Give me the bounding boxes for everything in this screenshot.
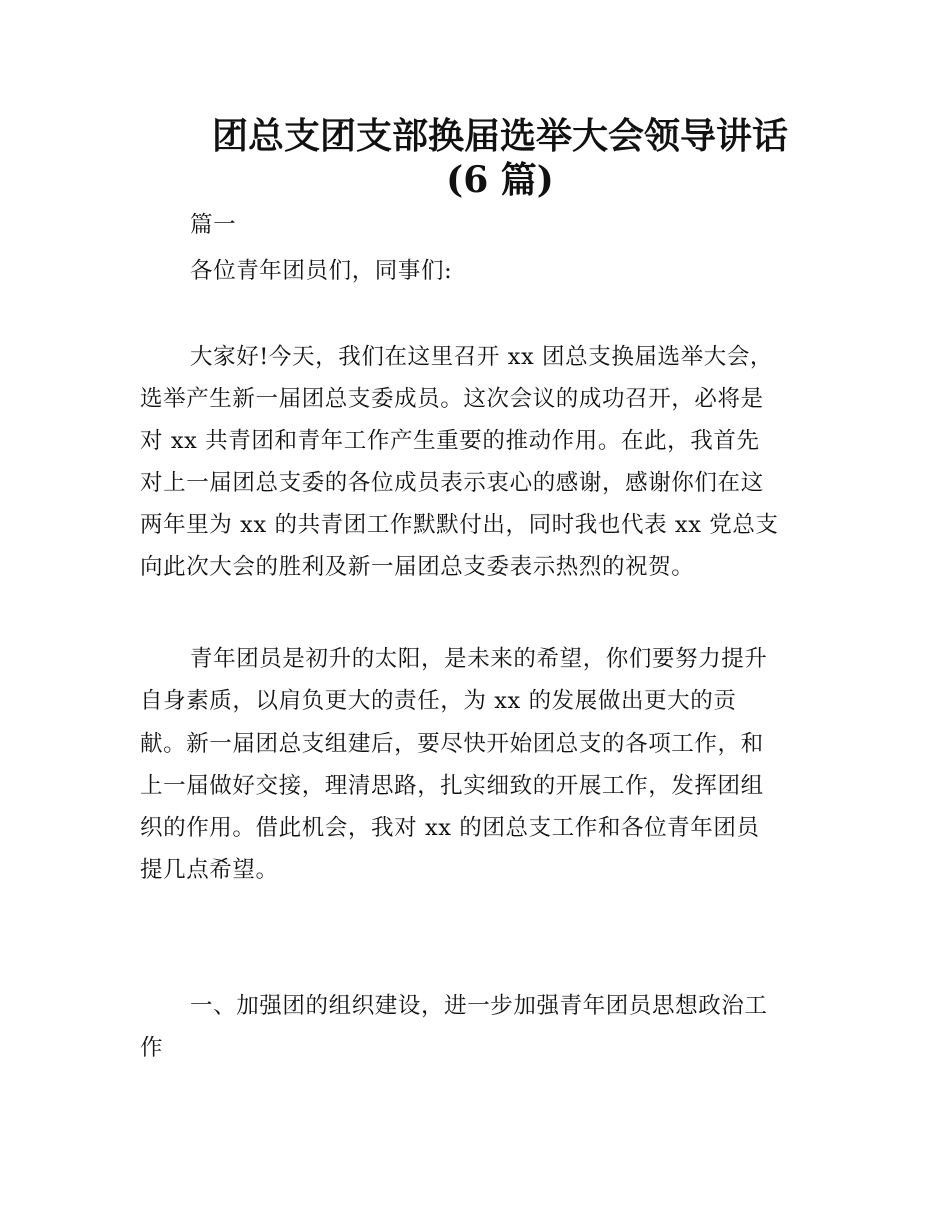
paragraph-2-line: 青年团员是初升的太阳，是未来的希望，你们要努力提升 [190,646,768,672]
paragraph-2-line: 自身素质，以肩负更大的责任，为 xx 的发展做出更大的贡 [140,688,737,714]
document-title-count: (6 篇) [446,159,554,201]
subheading-line: 作 [140,1035,164,1061]
paragraph-2-line: 织的作用。借此机会，我对 xx 的团总支工作和各位青年团员 [140,815,760,841]
paragraph-1-line: 大家好!今天，我们在这里召开 xx 团总支换届选举大会， [190,344,774,370]
paragraph-1-line: 两年里为 xx 的共青团工作默默付出，同时我也代表 xx 党总支 [140,512,779,538]
paragraph-1-line: 选举产生新一届团总支委成员。这次会议的成功召开，必将是 [140,386,764,412]
salutation: 各位青年团员们，同事们: [190,258,453,284]
paragraph-1-line: 对 xx 共青团和青年工作产生重要的推动作用。在此，我首先 [140,428,760,454]
paragraph-1-line: 对上一届团总支委的各位成员表示衷心的感谢，感谢你们在这 [140,470,764,496]
paragraph-2-line: 上一届做好交接，理清思路，扎实细致的开展工作，发挥团组 [140,773,764,799]
paragraph-2-line: 提几点希望。 [140,857,279,883]
subheading-line: 一、加强团的组织建设，进一步加强青年团员思想政治工 [190,993,768,1019]
document-title: 团总支团支部换届选举大会领导讲话 [211,115,788,157]
section-heading: 篇一 [190,212,237,238]
paragraph-1-line: 向此次大会的胜利及新一届团总支委表示热烈的祝贺。 [140,554,695,580]
paragraph-2-line: 献。新一届团总支组建后，要尽快开始团总支的各项工作，和 [140,731,764,757]
